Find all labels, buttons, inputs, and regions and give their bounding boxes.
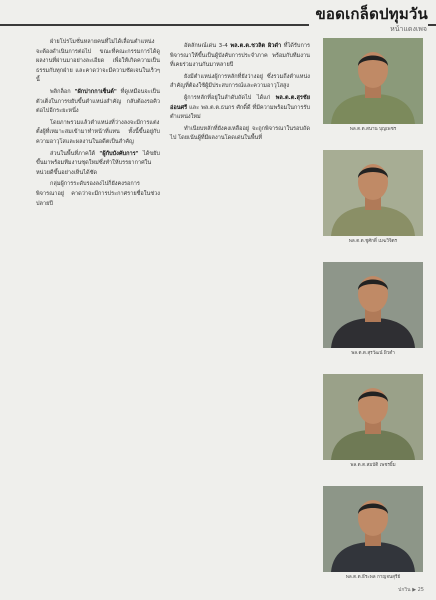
portrait-caption: พล.ต.ต.ชูศักดิ์ เมฆวิจิตร [348, 239, 398, 244]
portrait-photo [323, 38, 423, 124]
paragraph-lead: ผู้การหลักที่อยู่ในลำดับถัดไป ได้แก่ [184, 94, 276, 101]
portrait-svg [323, 150, 423, 236]
paragraph-bold: พล.ต.ต.สุรชัย อ่อนศรี [170, 94, 310, 111]
paragraph: โดยภาพรวมแล้วตำแหน่งที่ว่างลงจะมีการแต่งตั้งผู้ที่เหมาะสมเข้ามาทำหน้าที่แทน ทั้งนี้ขึ้นอยู่กับความอาวุโสและผลงานในอดีตเป็นสำคัญ [36, 119, 160, 145]
paragraph-lead: อัตลักษณ์เด่น 3-4 [184, 43, 231, 49]
portrait-svg [323, 38, 423, 124]
portrait-caption: พล.ต.ต.สมบัติ เพชรยิ้ม [350, 463, 396, 468]
portrait-column [323, 38, 423, 598]
portrait-caption: พล.ต.ต.สุรวัฒน์ ผิวดำ [351, 351, 395, 356]
column-title: ขอดเกล็ดปทุมวัน [309, 2, 428, 26]
paragraph [170, 94, 310, 123]
portrait-card [323, 38, 423, 136]
paragraph: ยังมีตำแหน่งผู้การหลักที่ยังว่างอยู่ ซึ่งรวมถึงตำแหน่งสำคัญที่ต้องใช้ผู้มีประสบการณ์และความอาวุโสสูง [170, 73, 310, 90]
portrait-svg [323, 374, 423, 460]
portrait-card [323, 374, 423, 472]
portrait-svg [323, 262, 423, 348]
page-header [0, 0, 436, 36]
paragraph-lead: ส่วนในพื้นที่ภาคใต้ [50, 150, 100, 157]
text-column-middle [170, 42, 310, 144]
paragraph [170, 42, 310, 71]
portrait-card [323, 150, 423, 248]
portrait-caption: พล.ต.ต.สนาน บุญเพชร [349, 127, 397, 132]
paragraph: ฝ่ายโปรโมชั่นหลายคนที่ไม่ได้เลื่อนตำแหน่ง จะต้องดำเนินการต่อไป ขณะที่คณะกรรมการได้ดูผลงานที่ผ่านมาอย่างละเอียด เพื่อให้เกิดความเป็นธรรมกับทุกฝ่าย และคาดว่าจะมีความชัดเจนในเร็วๆ นี้ [36, 39, 160, 84]
text-column-left [36, 38, 160, 209]
paragraph: ทำเนียบหลักที่ยังคงเหลืออยู่ จะถูกพิจารณาในรอบถัดไป โดยเน้นผู้ที่มีผลงานโดดเด่นในพื้นที่ [170, 125, 310, 142]
portrait-svg [323, 486, 423, 572]
paragraph-rest: ที่ดูเหมือนจะเป็นตัวเต็งในการขยับขึ้นตำแหน่งสำคัญ กลับต้องรอคิวต่อไปอีกระยะหนึ่ง [36, 88, 160, 115]
paragraph-lead: พลิกล็อก [50, 88, 75, 95]
paragraph: กลุ่มผู้การระดับรองลงไปก็ยังคงรอการพิจารณาอยู่ คาดว่าจะมีการประกาศรายชื่อในช่วงปลายปี [36, 181, 160, 207]
paragraph [36, 150, 160, 179]
paragraph-bold: "ผู้กับบังคับการ" [99, 150, 139, 157]
portrait-photo [323, 150, 423, 236]
paragraph-bold: พล.ต.ต.ชวลิต ผิวดำ [230, 43, 282, 49]
paragraph-rest: และ พล.ต.ต.ธนกร ศักดิ์ดี ที่มีความพร้อมในการรับตำแหน่งใหม่ [170, 104, 310, 121]
portrait-photo [323, 486, 423, 572]
portrait-caption: พล.ต.ต.ธีระพล กาญจนสุรีย์ [345, 575, 401, 580]
portrait-photo [323, 262, 423, 348]
portrait-card [323, 262, 423, 360]
portrait-photo [323, 374, 423, 460]
portrait-card [323, 486, 423, 584]
paragraph-bold: "ผักปากกาเซ็นต์" [74, 88, 117, 95]
paragraph-rest: ที่ได้รับการพิจารณาให้ขึ้นเป็นผู้บังคับการประจำภาค พร้อมกับทีมงานที่เคยร่วมงานกันมาหลายปี [170, 43, 310, 69]
paragraph [36, 88, 160, 117]
paragraph-rest: ได้ขยับขึ้นมาพร้อมทีมงานชุดใหม่ซึ่งทำให้บรรยากาศในหน่วยดีขึ้นอย่างเห็นได้ชัด [36, 150, 160, 176]
column-subtitle: หน้าแดงเพจ [390, 25, 427, 33]
page-footer: ปกวิน ▶ 25 [398, 587, 424, 593]
